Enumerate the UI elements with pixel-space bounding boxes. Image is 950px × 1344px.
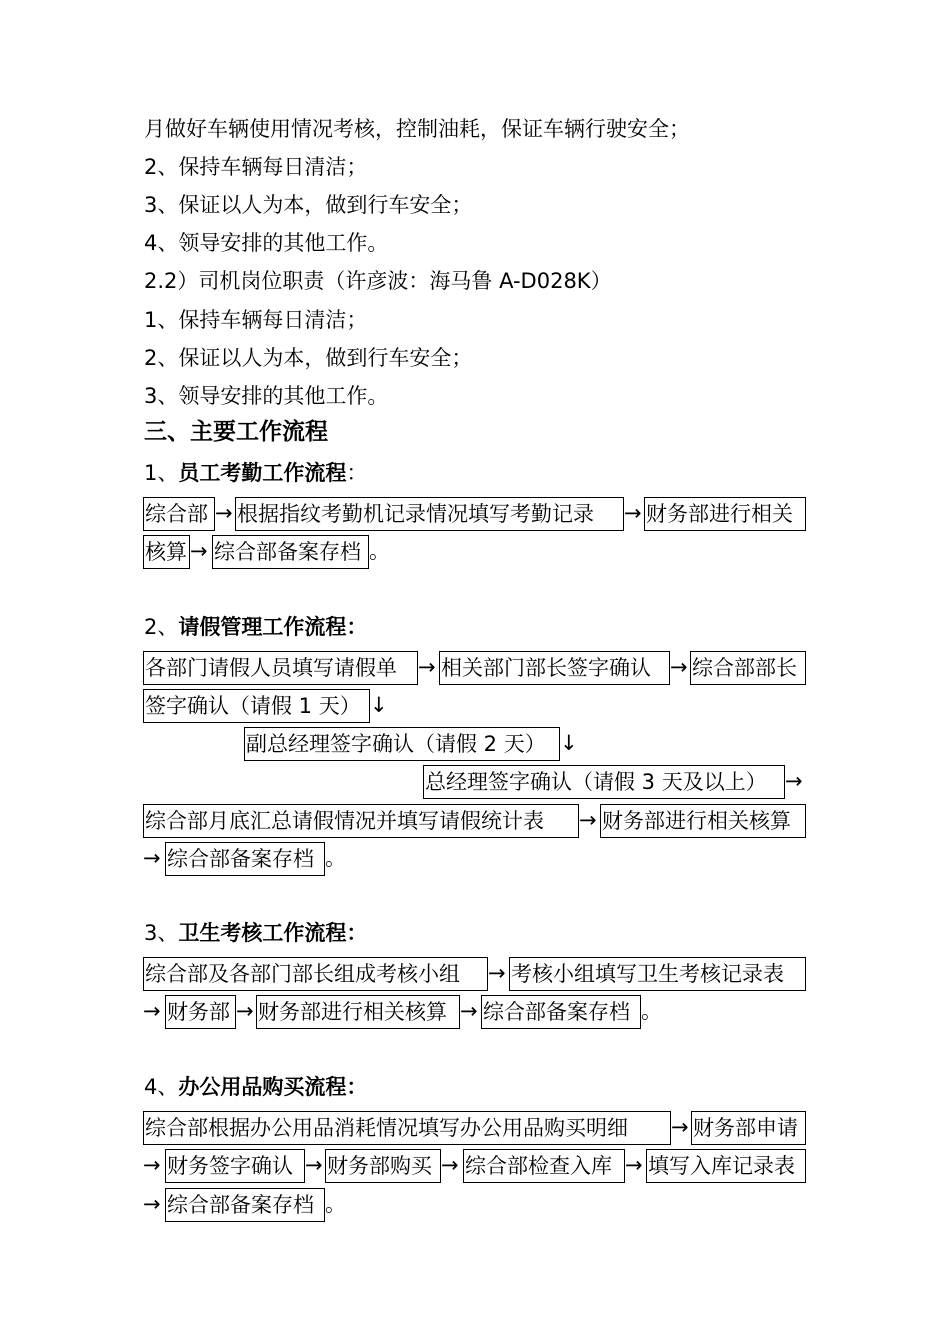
arrow-icon: →: [671, 1115, 689, 1139]
flow-box: 根据指纹考勤机记录情况填写考勤记录: [235, 497, 624, 531]
arrow-icon: →: [143, 999, 161, 1023]
flow-box: 综合部根据办公用品消耗情况填写办公用品购买明细: [143, 1111, 671, 1145]
arrow-icon: →: [488, 961, 506, 985]
flow-box: 综合部月底汇总请假情况并填写请假统计表: [143, 804, 579, 838]
arrow-icon: →: [441, 1153, 459, 1177]
arrow-icon: →: [215, 501, 233, 525]
flow-box: 综合部: [143, 497, 215, 531]
period: 。: [325, 1192, 346, 1216]
flow-2-heading: 2、请假管理工作流程：: [144, 615, 368, 639]
arrow-down-icon: ↓: [370, 693, 388, 717]
text-line: 3、保证以人为本，做到行车安全；: [144, 193, 473, 217]
flow-box: 财务签字确认: [165, 1149, 305, 1183]
text-line: 2.2）司机岗位职责（许彦波：海马鲁 A-D028K）: [144, 269, 612, 293]
flow-box: 综合部备案存档: [165, 1188, 325, 1222]
arrow-icon: →: [143, 1192, 161, 1216]
flow-box: 财务部进行相关核算: [600, 804, 806, 838]
flow-box: 考核小组填写卫生考核记录表: [509, 957, 806, 991]
arrow-icon: →: [624, 501, 642, 525]
text-line: 4、领导安排的其他工作。: [144, 231, 389, 255]
arrow-icon: →: [460, 999, 478, 1023]
flow-4-heading: 4、办公用品购买流程：: [144, 1075, 368, 1099]
period: 。: [369, 539, 390, 563]
period: 。: [641, 999, 662, 1023]
flow-box: 相关部门部长签字确认: [439, 651, 670, 685]
flow-box: 财务部进行相关: [644, 497, 806, 531]
text-line: 2、保持车辆每日清洁；: [144, 155, 368, 179]
text-line: 月做好车辆使用情况考核，控制油耗，保证车辆行驶安全；: [144, 117, 690, 141]
arrow-icon: →: [305, 1153, 323, 1177]
arrow-icon: →: [143, 1153, 161, 1177]
flow-box: 财务部购买: [325, 1149, 441, 1183]
arrow-icon: →: [236, 999, 254, 1023]
flow-box: 总经理签字确认（请假 3 天及以上）: [423, 765, 785, 799]
flow-box: 综合部备案存档: [165, 842, 325, 876]
arrow-icon: →: [625, 1153, 643, 1177]
flow-box: 副总经理签字确认（请假 2 天）: [244, 727, 560, 761]
text-line: 1、保持车辆每日清洁；: [144, 308, 368, 332]
flow-box: 财务部申请: [691, 1111, 806, 1145]
flow-box: 综合部部长: [690, 651, 806, 685]
text-line: 3、领导安排的其他工作。: [144, 384, 389, 408]
flow-box: 综合部备案存档: [481, 995, 641, 1029]
arrow-icon: →: [670, 655, 688, 679]
flow-box: 财务部进行相关核算: [256, 995, 460, 1029]
section-title: 三、主要工作流程: [144, 419, 328, 445]
flow-box: 核算: [143, 535, 190, 569]
arrow-down-icon: ↓: [560, 731, 578, 755]
period: 。: [325, 846, 346, 870]
arrow-icon: →: [579, 808, 597, 832]
flow-box: 综合部检查入库: [463, 1149, 625, 1183]
flow-box: 各部门请假人员填写请假单: [143, 651, 418, 685]
arrow-icon: →: [143, 846, 161, 870]
arrow-icon: →: [418, 655, 436, 679]
flow-3-heading: 3、卫生考核工作流程：: [144, 921, 368, 945]
text-line: 2、保证以人为本，做到行车安全；: [144, 346, 473, 370]
flow-box: 综合部备案存档: [212, 535, 369, 569]
flow-1-heading: 1、员工考勤工作流程：: [144, 461, 368, 485]
flow-box: 填写入库记录表: [646, 1149, 806, 1183]
flow-box: 签字确认（请假 1 天）: [143, 689, 370, 723]
arrow-icon: →: [190, 539, 208, 563]
flow-box: 综合部及各部门部长组成考核小组: [143, 957, 488, 991]
flow-box: 财务部: [165, 995, 236, 1029]
arrow-icon: →: [785, 769, 803, 793]
